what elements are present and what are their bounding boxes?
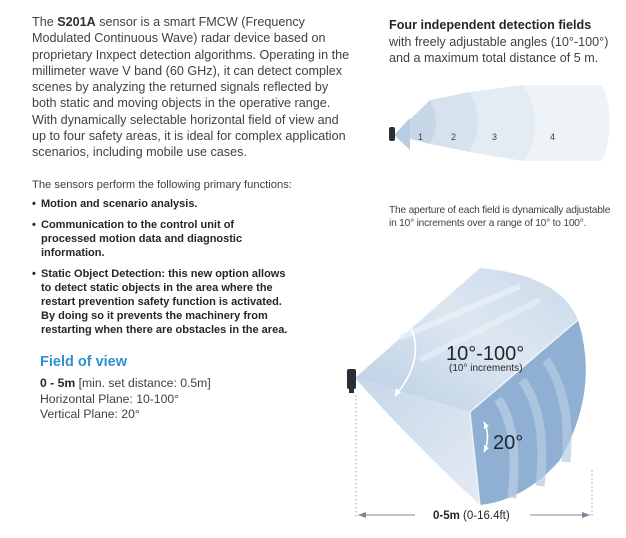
radar-sensor-icon	[347, 369, 356, 389]
radar-sensor-mount-icon	[349, 387, 354, 393]
function-item: • Communication to the control unit of processed motion data and diagnostic information.	[32, 218, 292, 260]
model-name: S201A	[57, 15, 96, 29]
field-4-shape	[523, 85, 609, 161]
distance-arrowhead	[582, 512, 590, 518]
field-label-1: 1	[418, 132, 424, 142]
detection-fields-note: The aperture of each field is dynamically adjustable in 10° increments over a range of 10° to 100°.	[389, 205, 611, 229]
intro-body: sensor is a smart FMCW (Frequency Modulated Continuous Wave) radar device based on proprietary Inxpect detection algorithms. Operating in the millimeter wave V band (60 GHz), it can detect complex scenes by analyzing the returned signals reflected by both static and moving objects in the operative range. With dynamically selectable horizontal field of view and up to four safety areas, it is ideal for complex application scenarios, including mobile use cases.	[32, 15, 350, 160]
field-1-tip	[394, 118, 410, 150]
intro-lead: The	[32, 15, 58, 29]
field-of-view-diagram	[347, 268, 592, 522]
sensor-icon	[389, 127, 395, 141]
field-label-2: 2	[451, 132, 457, 142]
distance-arrowhead	[358, 512, 366, 518]
detection-fields-description: with freely adjustable angles (10°-100°) and a maximum total distance of 5 m.	[389, 35, 609, 65]
field-3-shape	[470, 85, 535, 161]
angle-label: 10°-100°	[446, 343, 525, 365]
function-item: • Static Object Detection: this new option allows to detect static objects in the area where the restart prevention safety function is activated. By doing so it prevents the machinery from restarting when there are obstacles in the area.	[32, 267, 292, 337]
function-item: • Motion and scenario analysis.	[32, 197, 292, 211]
vertical-angle-label: 20°	[493, 432, 524, 454]
range-value: 0 - 5m	[40, 376, 76, 390]
horizontal-spec: Horizontal Plane: 10-100°	[40, 391, 180, 406]
range-note: [min. set distance: 0.5m]	[75, 376, 211, 390]
field-label-4: 4	[550, 132, 556, 142]
vertical-spec: Vertical Plane: 20°	[40, 407, 140, 422]
field-of-view-title: Field of view	[40, 354, 128, 370]
detection-fields-diagram	[389, 85, 609, 161]
distance-label	[433, 510, 510, 522]
functions-heading: The sensors perform the following primary functions:	[32, 179, 292, 191]
distance-note: (0-16.4ft)	[459, 510, 510, 522]
field-2-shape	[430, 92, 478, 152]
distance-value: 0-5m	[433, 510, 460, 522]
field-label-3: 3	[492, 132, 498, 142]
angle-sublabel: (10° increments)	[449, 363, 523, 374]
detection-fields-title: Four independent detection fields	[389, 18, 592, 32]
